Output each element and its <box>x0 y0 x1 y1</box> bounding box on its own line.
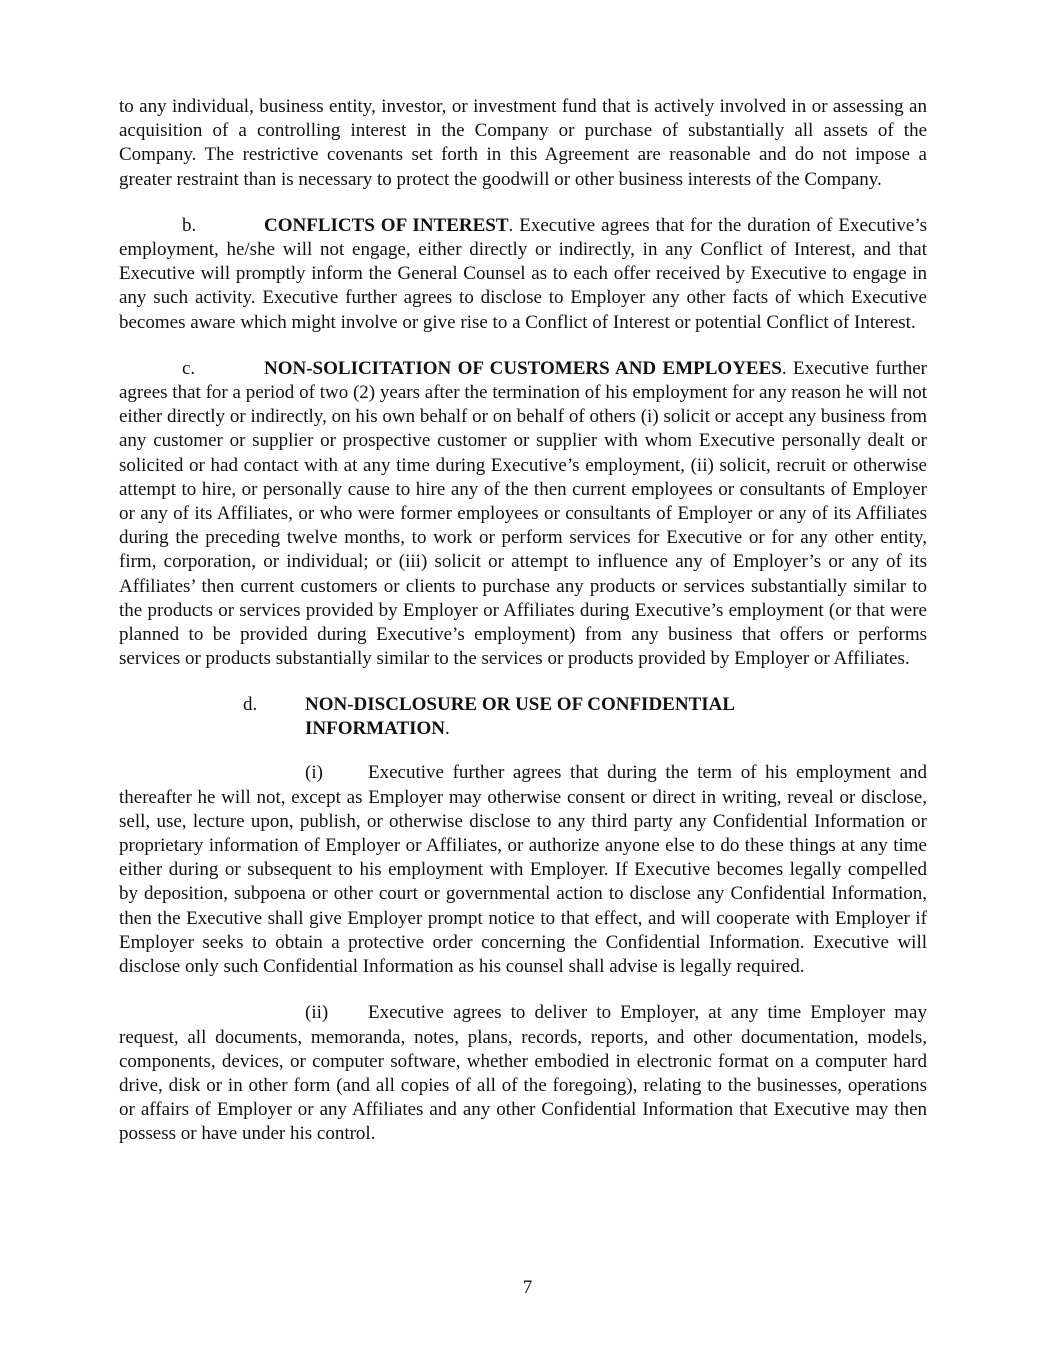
section-d-sub-i-label: (i) <box>305 762 323 784</box>
section-d-sub-ii-label: (ii) <box>305 1002 329 1024</box>
section-b-heading: CONFLICTS OF INTEREST <box>264 214 509 236</box>
section-d-heading-line2-wrap <box>305 717 805 741</box>
section-d-heading-line2: INFORMATION <box>305 718 446 740</box>
section-d-label: d. <box>243 694 258 716</box>
section-c-heading: NON-SOLICITATION OF CUSTOMERS AND EMPLOYEES <box>264 357 782 379</box>
section-d-sub-ii-paragraph <box>119 1001 927 1146</box>
section-d-sub-i-paragraph <box>119 761 927 979</box>
section-d-sub-ii-body: Executive agrees to deliver to Employer, at any time Employer may request, all documents, memoranda, notes, plans, records, reports, and other documentation, models, components, devices, or computer software, whether embodied in electronic format on a computer hard drive, disk or in other form (and all copies of all of the foregoing), relating to the businesses, operations or affairs of Employer or any Affiliates and any other Confidential Information that Executive may then possess or have under his control. <box>119 1002 927 1145</box>
section-c-paragraph <box>119 357 927 672</box>
section-d-heading-end: . <box>445 718 450 740</box>
section-d-heading <box>305 693 805 741</box>
section-b-label: b. <box>182 214 197 236</box>
section-b-body: . Executive agrees that for the duration of Executive’s employment, he/she will not engage, either directly or indirectly, in any Conflict of Interest, and that Executive will promptly inform the General Counsel as to each offer received by Executive to engage in any such activity. Executive further agrees to disclose to Employer any other facts of which Executive becomes aware which might involve or give rise to a Conflict of Interest or potential Conflict of Interest. <box>119 214 927 333</box>
intro-paragraph: to any individual, business entity, investor, or investment fund that is actively involved in or assessing an acquisition of a controlling interest in the Company or purchase of substantially all assets of the Company. The restrictive covenants set forth in this Agreement are reasonable and do not impose a greater restraint than is necessary to protect the goodwill or other business interests of the Company. <box>119 96 927 190</box>
document-page <box>119 95 927 1169</box>
section-d-heading-line1: NON-DISCLOSURE OR USE OF CONFIDENTIAL <box>305 694 736 716</box>
section-b-paragraph <box>119 214 927 335</box>
section-c-body: . Executive further agrees that for a period of two (2) years after the termination of his employment for any reason he will not either directly or indirectly, on his own behalf or on behalf of others (i) solicit or accept any business from any customer or supplier or prospective customer or supplier with whom Executive personally dealt or solicited or had contact with at any time during Executive’s employment, (ii) solicit, recruit or otherwise attempt to hire, or personally cause to hire any of the then current employees or consultants of Employer or any of its Affiliates, or who were former employees or consultants of Employer or any of its Affiliates during the preceding twelve months, to work or perform services for Executive or for any other entity, firm, corporation, or individual; or (iii) solicit or attempt to influence any of Employer’s or any of its Affiliates’ then current customers or clients to purchase any products or services substantially similar to the products or services provided by Employer or Affiliates during Executive’s employment (or that were planned to be provided during Executive’s employment) from any business that offers or performs services or products substantially similar to the services or products provided by Employer or Affiliates. <box>119 357 928 670</box>
section-d-header <box>119 693 927 741</box>
section-c-label: c. <box>182 357 196 379</box>
page-number: 7 <box>522 1277 533 1298</box>
section-d-sub-i-body: Executive further agrees that during the term of his employment and thereafter he will not, except as Employer may otherwise consent or direct in writing, reveal or disclose, sell, use, lecture upon, publish, or otherwise disclose to any third party any Confidential Information or proprietary information of Employer or Affiliates, or authorize anyone else to do these things at any time either during or subsequent to his employment with Employer. If Executive becomes legally compelled by deposition, subpoena or other court or governmental action to disclose any Confidential Information, then the Executive shall give Employer prompt notice to that effect, and will cooperate with Employer if Employer seeks to obtain a protective order concerning the Confidential Information. Executive will disclose only such Confidential Information as his counsel shall advise is legally required. <box>119 762 927 978</box>
